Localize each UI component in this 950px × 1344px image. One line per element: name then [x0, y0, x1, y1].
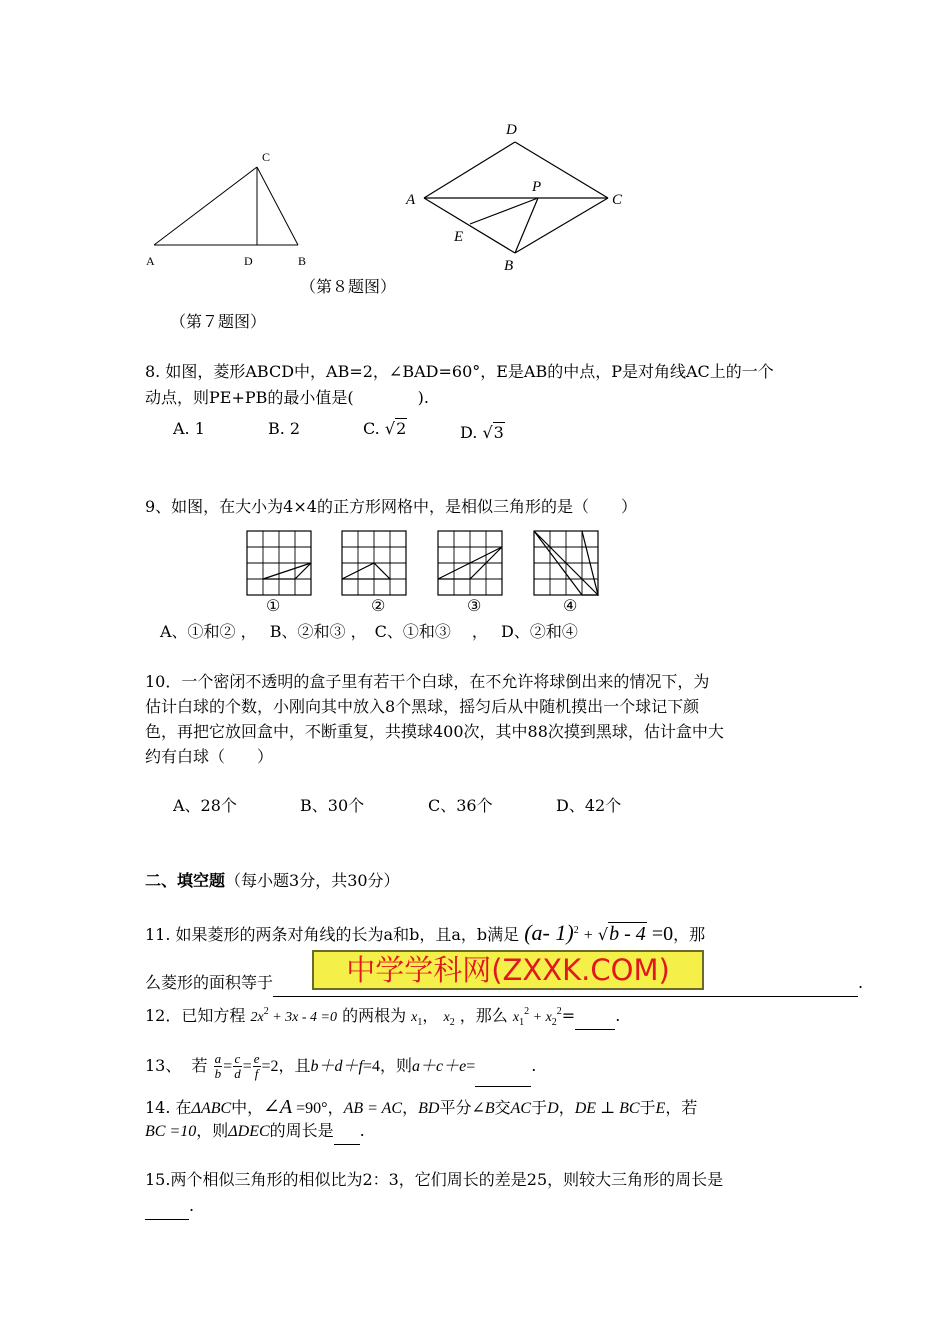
label-c: C: [612, 192, 623, 208]
q13-eq-2: =: [242, 1058, 252, 1075]
q8-option-b: B. 2: [268, 419, 301, 438]
q9-stem: 9、如图，在大小为4×4的正方形网格中，是相似三角形的是（ ）: [145, 497, 637, 516]
q14-angle-b: ∠B: [471, 1100, 495, 1117]
q13-sum-2: a＋c＋e: [412, 1058, 467, 1075]
figure-7-triangle: [140, 145, 310, 270]
q8-option-d-radicand: 3: [493, 423, 504, 442]
q14-angle-value: =90°: [292, 1100, 328, 1117]
q12-prefix: 12．已知方程: [145, 1006, 246, 1025]
q10-line-1: 10．一个密闭不透明的盒子里有若干个白球，在不允许将球倒出来的情况下，为: [145, 672, 710, 691]
side-dc: [515, 142, 608, 198]
q13-eq-1: =: [223, 1058, 233, 1075]
q9-options: A、①和② ， B、②和③ ， C、①和③ ， D、②和④: [160, 622, 578, 641]
q13-then: ，则: [380, 1056, 413, 1075]
q11-prefix: 11. 如果菱形的两条对角线的长为a和b，且a，b满足: [145, 925, 520, 944]
q13-line: 13、 若 $\frac{a}{b}$ = $\frac{c}{d}$ = $\frac{e}{f}$ =2，且b＋d＋f=4，则a＋c＋e= .: [145, 1046, 536, 1087]
segment-pb: [515, 198, 538, 253]
q10-option-d: D、42个: [556, 796, 622, 815]
q14-angle-a: ∠A: [263, 1096, 293, 1118]
sqrt-sign: √: [384, 419, 396, 438]
q15-answer-blank: [145, 1193, 189, 1220]
q14-line-2: BC =10，则ΔDEC的周长是 .: [145, 1118, 365, 1145]
q10-option-a: A、28个: [173, 796, 237, 815]
q12-root-2: $x_2$: [443, 1010, 455, 1028]
segment-pe: [470, 198, 538, 224]
q14-perimeter-text: 的周长是: [269, 1121, 334, 1140]
q10-line-2: 估计白球的个数，小刚向其中放入8个黑球，摇匀后从中随机摸出一个球记下颜: [145, 697, 700, 716]
grid-label-2: ②: [371, 596, 386, 615]
q14-yu-2: 于: [639, 1098, 656, 1117]
figure-7-caption: （第７题图）: [170, 312, 267, 331]
q13-answer-blank: [475, 1046, 531, 1087]
q8-option-c: [363, 416, 407, 442]
q15-line-2: .: [145, 1193, 194, 1220]
q14-ac: AC: [510, 1100, 532, 1117]
q14-comma-1: ，: [327, 1098, 344, 1117]
q11-suffix: ，那: [673, 925, 706, 944]
label-d: D: [244, 254, 253, 268]
q14-triangle-dec: ΔDEC: [228, 1123, 270, 1140]
q11-line-2-text: 么菱形的面积等于: [145, 973, 274, 992]
side-ad: [424, 142, 515, 198]
figure-8-rhombus: [400, 118, 635, 276]
q14-ab-ac: AB = AC: [343, 1100, 403, 1117]
q14-ruo: ，若: [665, 1098, 698, 1117]
q8-option-d-prefix: D.: [460, 423, 478, 442]
q11-math-a: (a- 1): [524, 920, 574, 945]
q12-answer-blank: [575, 1003, 615, 1030]
q10-option-c: C、36个: [428, 796, 493, 815]
grid-3: [438, 531, 502, 595]
q12-equals: =: [561, 1006, 576, 1025]
label-b: B: [298, 254, 307, 268]
q14-bd: BD: [418, 1100, 440, 1117]
q12-then: ，那么: [459, 1006, 508, 1025]
q12-root-1: $x_1$: [411, 1010, 423, 1028]
q13-cond: ，且: [278, 1056, 311, 1075]
q14-triangle-abc: ΔABC: [191, 1100, 232, 1117]
q11-math-radicand: b - 4: [609, 923, 646, 945]
q13-fraction-2: $\frac{c}{d}$: [234, 1051, 241, 1081]
q14-de-perp-bc: DE ⊥ BC: [574, 1100, 640, 1117]
grid-1: [247, 531, 311, 595]
q13-fraction-3: $\frac{e}{f}$: [253, 1051, 260, 1081]
q14-comma-3: ，: [558, 1098, 575, 1117]
q13-fraction-1: $\frac{a}{b}$: [214, 1051, 222, 1081]
q14-yu-1: 于: [531, 1098, 548, 1117]
q9-grid-figures: [245, 528, 605, 598]
q14-bisect: 平分: [439, 1098, 472, 1117]
q10-option-b: B、30个: [300, 796, 365, 815]
q13-ruo: 若: [191, 1056, 208, 1075]
section-2-title: 二、填空题: [145, 871, 226, 890]
q12-equation: $2x^2 + 3x - 4 =0$: [250, 1006, 337, 1025]
side-cb: [257, 167, 298, 245]
q14-intro: 14. 在: [145, 1098, 192, 1117]
q10-line-4: 约有白球（ ）: [145, 747, 274, 766]
grid-label-3: ③: [467, 596, 482, 615]
label-a: A: [406, 192, 416, 208]
label-a: A: [146, 254, 155, 268]
side-cb: [515, 198, 608, 253]
side-ac: [154, 167, 257, 245]
grid-4: [534, 531, 598, 595]
q13-sum-1: b＋d＋f: [310, 1058, 363, 1075]
watermark-banner: 中学学科网(ZXXK.COM): [312, 950, 704, 990]
q12-expression: $x_1^2 + x_2^2$: [512, 1006, 562, 1028]
q8-line-1: 8. 如图，菱形ABCD中，AB=2，∠BAD=60°，E是AB的中点，P是对角线AC上的一个: [145, 362, 774, 381]
q11-math-sq: 2: [573, 925, 579, 936]
q11-line-1: [145, 918, 705, 949]
q8-option-c-prefix: C.: [363, 419, 380, 438]
q13-number: 13、: [145, 1056, 182, 1075]
section-2-note: （每小题3分，共30分）: [225, 871, 400, 890]
q14-d: D: [547, 1100, 559, 1117]
section-2-heading: [145, 868, 400, 894]
label-c: C: [262, 150, 271, 164]
q14-comma-2: ，: [402, 1098, 419, 1117]
side-ba: [424, 198, 515, 253]
q14-jiao: 交: [494, 1098, 511, 1117]
q13-sum-1-value: =4: [363, 1058, 381, 1075]
q8-option-a: A. 1: [173, 419, 205, 438]
q15-line-1: 15.两个相似三角形的相似比为2：3，它们周长的差是25，则较大三角形的周长是: [145, 1170, 724, 1189]
q11-line-2: 么菱形的面积等于 .: [145, 970, 863, 997]
q13-sum-2-eq: =: [466, 1058, 476, 1075]
q14-zhong: 中，: [231, 1098, 264, 1117]
q8-option-c-radicand: 2: [396, 419, 407, 438]
q14-then: ，则: [196, 1121, 229, 1140]
q14-e: E: [655, 1100, 666, 1117]
q8-line-2: 动点，则PE+PB的最小值是( ).: [145, 388, 429, 407]
q14-bc: BC =10: [145, 1123, 197, 1140]
grid-2: [342, 531, 406, 595]
q11-math-eq: =0: [651, 923, 674, 945]
q11-math-plus: +: [583, 927, 593, 944]
sqrt-sign: √: [597, 925, 609, 944]
grid-label-1: ①: [266, 596, 281, 615]
label-e: E: [454, 229, 464, 245]
sqrt-sign: √: [482, 423, 493, 442]
q13-eq-3: =2: [261, 1058, 279, 1075]
label-b: B: [504, 258, 514, 274]
q8-option-d: [460, 420, 505, 446]
figure-8-caption: （第８题图）: [300, 277, 397, 296]
grid-label-4: ④: [563, 596, 578, 615]
q10-line-3: 色，再把它放回盒中，不断重复，共摸球400次，其中88次摸到黑球，估计盒中大: [145, 722, 724, 741]
label-d: D: [506, 122, 517, 138]
q14-answer-blank: [334, 1118, 360, 1145]
q12-mid: 的两根为: [342, 1006, 407, 1025]
label-p: P: [532, 179, 542, 195]
q12-line: 12．已知方程 $2x^2 + 3x - 4 =0$ 的两根为 $x_1$， $x_2$ ，那么 $x_1^2 + x_2^2=$ .: [145, 999, 620, 1036]
